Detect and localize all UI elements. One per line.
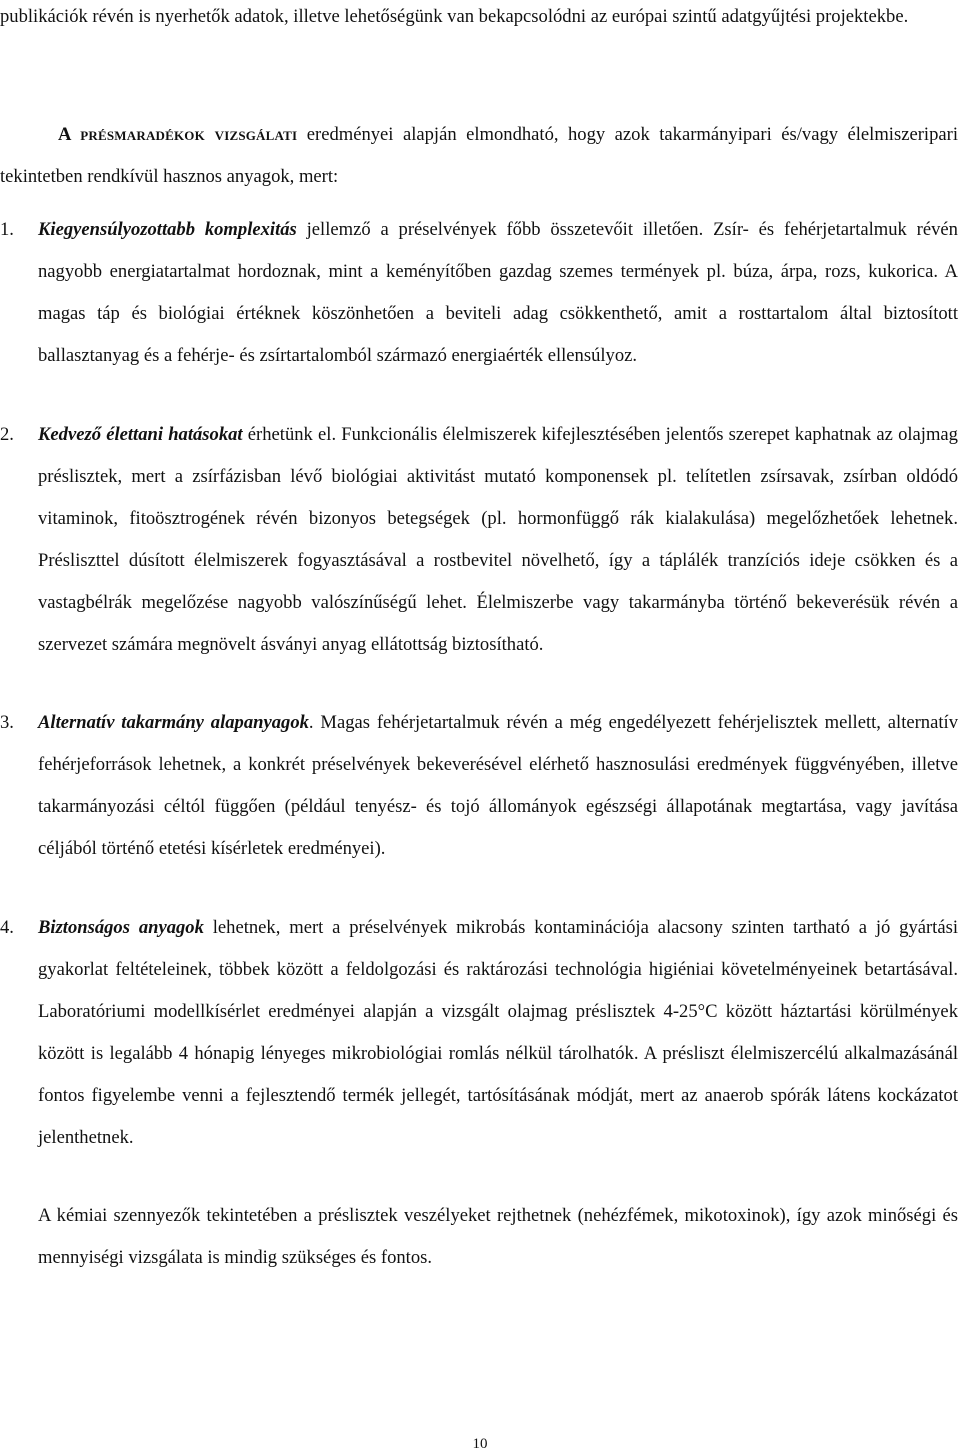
list-item-keyword: Kiegyensúlyozottabb komplexitás <box>38 219 297 240</box>
list-item-text: lehetnek, mert a préselvények mikrobás kontaminációja alacsony szinten tartható a jó gyártási gyakorlat feltételeinek, többek között a feldolgozási és raktározási technológia higiéniai követelményeinek betartásával. Laboratóriumi modellkísérlet eredményei alapján a vizsgált olajmag préslisztek 4-25°C között háztartási körülmények között is legalább 4 hónapig lényeges mikrobiológiai romlás nélkül tárolhatók. A présliszt élelmiszercélú alkalmazásánál fontos figyelembe venni a fejlesztendő termék jellegét, tartósításának módját, mert az anaerob spórák látens kockázatot jelenthetnek. <box>38 917 959 1148</box>
list-item-2 <box>0 414 958 666</box>
intro-lead-small-caps: A présmaradékok vizsgálati <box>58 124 298 145</box>
intro-paragraph <box>0 114 958 198</box>
list-item-1 <box>0 209 958 377</box>
list-item-keyword: Alternatív takarmány alapanyagok <box>38 712 309 733</box>
list-item-number: 1. <box>0 219 14 240</box>
list-item-number: 4. <box>0 917 14 938</box>
list-item-body <box>38 414 958 666</box>
list-item-3 <box>0 702 958 870</box>
closing-paragraph: A kémiai szennyezők tekintetében a préslisztek veszélyeket rejthetnek (nehézfémek, mikotoxinok), így azok minőségi és mennyiségi vizsgálata is mindig szükséges és fontos. <box>38 1205 958 1268</box>
list-item-body <box>38 209 958 377</box>
list-item-number: 2. <box>0 424 14 445</box>
continuation-paragraph: publikációk révén is nyerhetők adatok, illetve lehetőségünk van bekapcsolódni az európai szintű adatgyűjtési projektekbe. <box>0 6 909 27</box>
list-item-4 <box>0 907 958 1159</box>
list-item-text: . Magas fehérjetartalmuk révén a még engedélyezett fehérjelisztek mellett, alternatív fehérjeforrások lehetnek, a konkrét préselvények bekeverésével elérhető hasznosulási eredmények függvényében, illetve takarmányozási céltól függően (például tenyész- és tojó állományok egészségi állapotának megtartása, vagy javítása céljából történő etetési kísérletek eredményei). <box>38 712 958 859</box>
list-item-keyword: Biztonságos anyagok <box>38 917 204 938</box>
page-number: 10 <box>472 1436 488 1452</box>
list-item-number: 3. <box>0 712 14 733</box>
list-item-text: érhetünk el. Funkcionális élelmiszerek kifejlesztésében jelentős szerepet kaphatnak az olajmag préslisztek, mert a zsírfázisban lévő biológiai aktivitást mutató komponensek pl. telítetlen zsírsavak, zsírban oldódó vitaminok, fitoösztrogének révén bizonyos betegségek (pl. hormonfüggő rák kialakulása) megelőzhetőek lehetnek. Présliszttel dúsított élelmiszerek fogyasztásával a rostbevitel növelhető, így a táplálék tranzíciós ideje csökken és a vastagbélrák megelőzése nagyobb valószínűségű lehet. Élelmiszerbe vagy takarmányba történő bekeverésük révén a szervezet számára megnövelt ásványi anyag ellátottság biztosítható. <box>38 424 958 655</box>
intro-text: eredményei alapján elmondható, hogy azok takarmányipari és/vagy élelmiszeripari tekintetben rendkívül hasznos anyagok, mert: <box>0 124 958 187</box>
list-item-text: jellemző a préselvények főbb összetevőit illetően. Zsír- és fehérjetartalmuk révén nagyobb energiatartalmat hordoznak, mint a keményítőben gazdag szemes termények pl. búza, árpa, rozs, kukorica. A magas táp és biológiai értéknek köszönhetően a beviteli adag csökkenthető, amit a rosttartalom által biztosított ballasztanyag és a fehérje- és zsírtartalomból származó energiaérték ellensúlyoz. <box>38 219 958 366</box>
list-item-body <box>38 907 958 1159</box>
list-item-body <box>38 702 958 870</box>
list-item-keyword: Kedvező élettani hatásokat <box>38 424 243 445</box>
